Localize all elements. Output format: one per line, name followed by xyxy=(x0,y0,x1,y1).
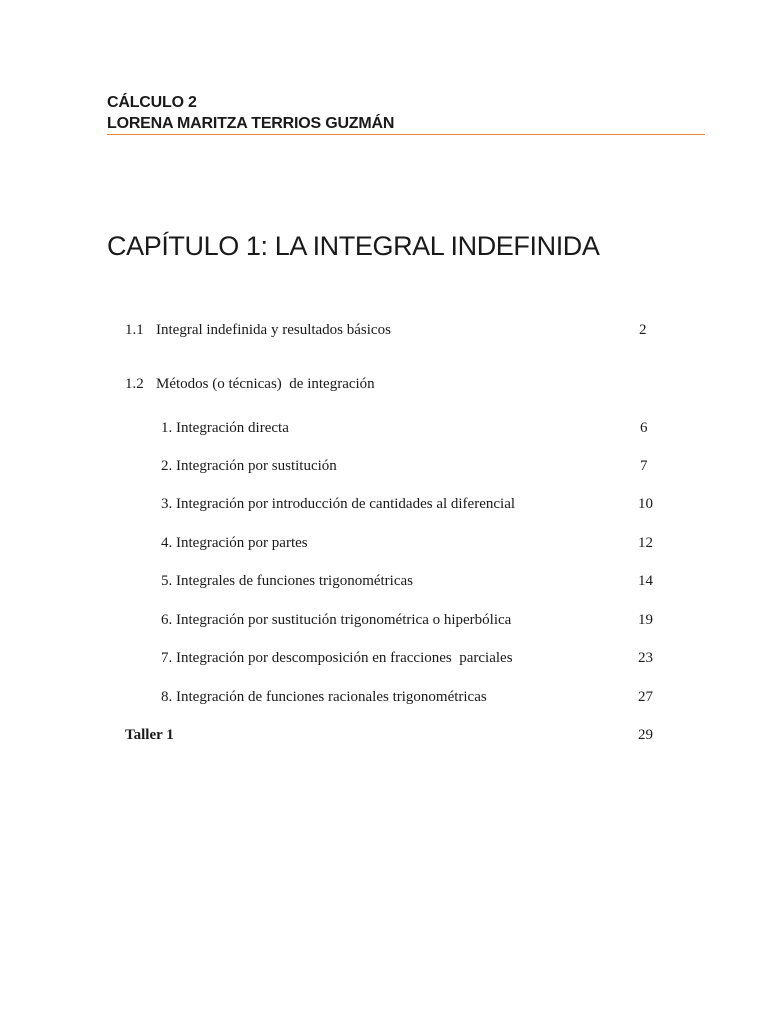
toc-entry-label: Integral indefinida y resultados básicos xyxy=(156,322,391,338)
header-divider xyxy=(107,134,705,135)
toc-method-page: 14 xyxy=(638,573,653,589)
toc-method-label: 3. Integración por introducción de cantidades al diferencial xyxy=(161,496,516,512)
toc-method-label: 7. Integración por descomposición en fracciones parciales xyxy=(161,650,513,666)
toc-method-page: 12 xyxy=(638,535,653,551)
toc-method-label: 2. Integración por sustitución xyxy=(161,458,337,474)
toc-method-page: 27 xyxy=(638,689,653,705)
toc-method-page: 6 xyxy=(640,420,648,436)
toc-method-page: 23 xyxy=(638,650,653,666)
toc-entry-label: Métodos (o técnicas) de integración xyxy=(156,376,375,392)
toc-entry-page: 2 xyxy=(639,322,647,338)
toc-entry-number: 1.2 xyxy=(125,376,144,392)
document-header xyxy=(107,92,705,134)
toc-method-label: 5. Integrales de funciones trigonométricas xyxy=(161,573,413,589)
author-name: LORENA MARITZA TERRIOS GUZMÁN xyxy=(107,115,395,132)
toc-method-page: 7 xyxy=(640,458,648,474)
toc-entry-page: 29 xyxy=(638,727,653,743)
course-title: CÁLCULO 2 xyxy=(107,94,197,111)
toc-method-label: 6. Integración por sustitución trigonométrica o hiperbólica xyxy=(161,612,512,628)
toc-method-page: 10 xyxy=(638,496,653,512)
toc-method-page: 19 xyxy=(638,612,653,628)
toc-method-label: 1. Integración directa xyxy=(161,420,289,436)
toc-entry-label: Taller 1 xyxy=(125,727,174,743)
toc-entry-number: 1.1 xyxy=(125,322,144,338)
toc-method-label: 4. Integración por partes xyxy=(161,535,308,551)
toc-method-label: 8. Integración de funciones racionales trigonométricas xyxy=(161,689,487,705)
chapter-title: CAPÍTULO 1: LA INTEGRAL INDEFINIDA xyxy=(107,231,600,261)
